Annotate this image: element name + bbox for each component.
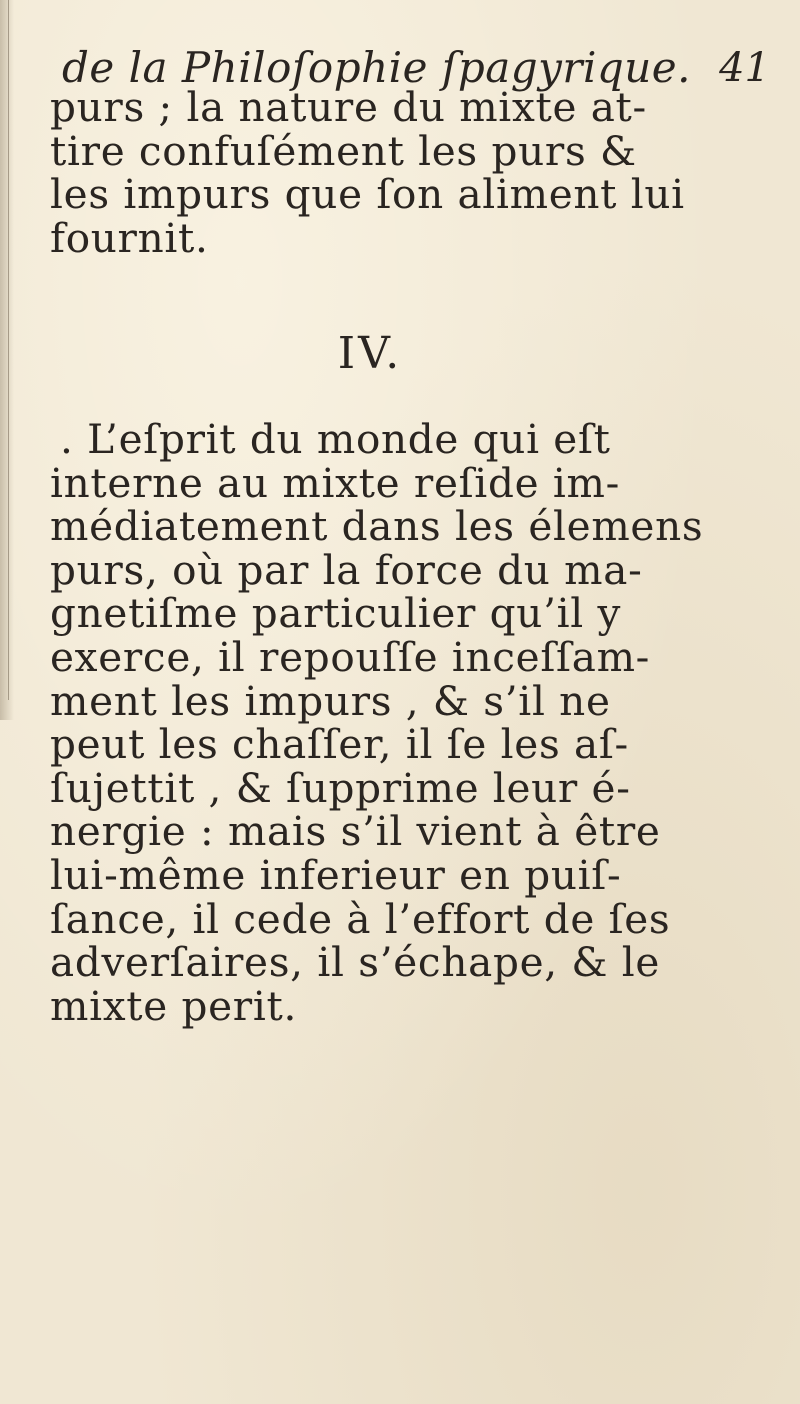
text-line: ment les impurs , & s’il ne	[50, 676, 611, 725]
text-line: nergie : mais s’il vient à être	[50, 807, 661, 856]
page-number: 41	[719, 45, 770, 91]
text-line: interne au mixte reſide im-	[50, 458, 620, 507]
text-line: peut les chaſſer, il ſe les aſ-	[50, 720, 629, 769]
text-line: mixte perit.	[50, 981, 298, 1030]
text-line: purs, où par la force du ma-	[50, 545, 643, 594]
text-line: lui-même inferieur en puiſ-	[50, 850, 622, 899]
paragraph-1	[50, 83, 780, 262]
text-line: ſujettit , & ſupprime leur é-	[50, 763, 631, 812]
text-line: fournit.	[50, 213, 209, 262]
running-title: de la Philoſophie ſpagyrique.	[62, 43, 692, 92]
text-line: tire confuſément les purs &	[50, 126, 637, 175]
section-heading: IV.	[337, 328, 403, 379]
text-line: médiatement dans les élemens	[50, 502, 704, 551]
text-line: les impurs que ſon aliment lui	[50, 170, 685, 219]
paragraph-2	[50, 415, 780, 1030]
text-line: ſance, il cede à l’effort de ſes	[50, 894, 671, 943]
text-line: adverſaires, il s’échape, & le	[50, 938, 661, 987]
text-line: gnetiſme particulier qu’il y	[50, 589, 622, 638]
text-line: exerce, il repouſſe inceſſam-	[50, 632, 651, 681]
text-line: purs ; la nature du mixte at-	[50, 83, 647, 131]
text-line: . L’eſprit du monde qui eſt	[60, 415, 611, 463]
